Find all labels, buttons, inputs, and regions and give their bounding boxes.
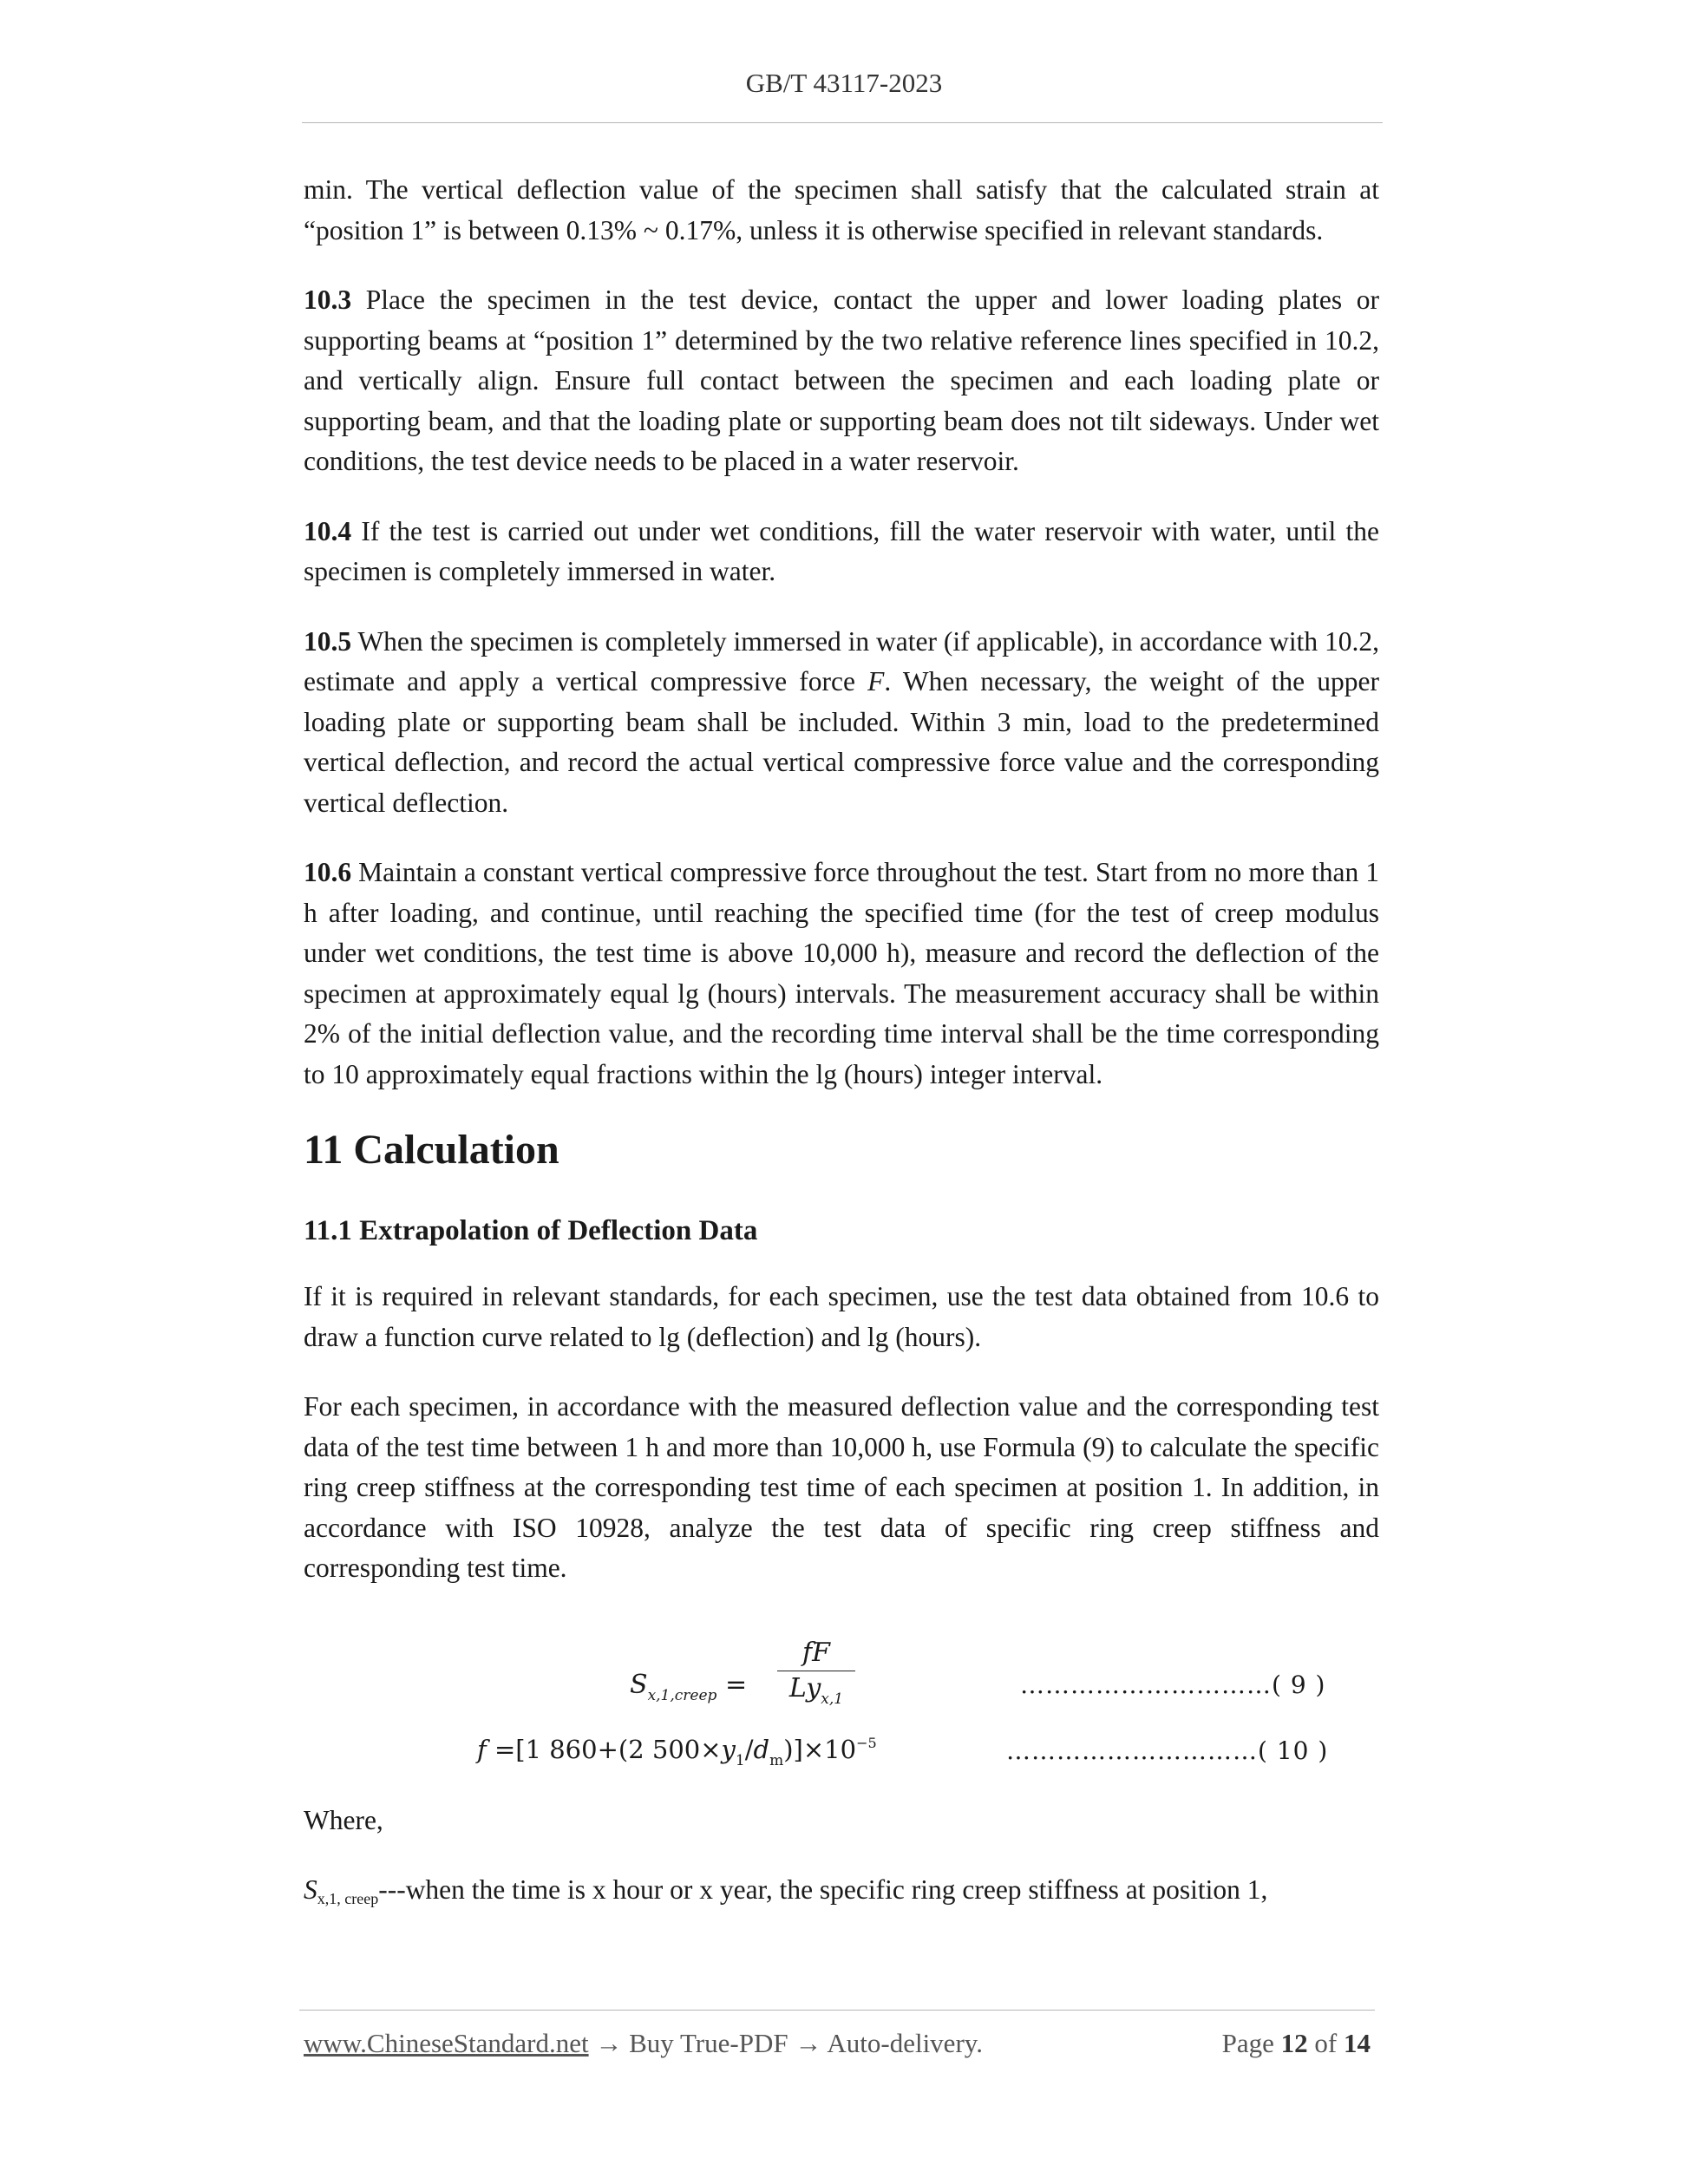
paragraph-text: If the test is carried out under wet conditions, fill the water reservoir with water, until the specimen is completely immersed in water. — [304, 515, 1379, 586]
equals-sign: = — [724, 1669, 748, 1700]
paragraph-text: . When necessary, the weight of the upper loading plate or supporting beam shall be included. Within 3 min, load to the predetermined vertical deflection, and record the actual vertical compressive force value and the corresponding vertical deflection. — [304, 666, 1379, 818]
fraction-numerator: fF — [777, 1636, 855, 1671]
d-symbol: d — [753, 1734, 770, 1764]
y-symbol: y — [721, 1734, 736, 1764]
formula-9-fraction — [777, 1636, 855, 1710]
body-paragraph-2 — [304, 1387, 1379, 1589]
formula-block — [304, 1618, 1379, 1783]
paragraph-text: If it is required in relevant standards, for each specimen, use the test data obtained from 10.6 to draw a function curve related to lg (deflection) and lg (hours). — [304, 1281, 1379, 1352]
section-title: 11 Calculation — [304, 1127, 559, 1173]
f-symbol: f — [477, 1734, 487, 1764]
paragraph-10-5 — [304, 622, 1379, 824]
leader-dots: ………………………… — [1006, 1736, 1258, 1765]
clause-number: 10.3 — [304, 284, 352, 315]
page-indicator — [1222, 2028, 1371, 2059]
definition-line — [304, 1870, 1379, 1914]
page-total: 14 — [1344, 2028, 1371, 2058]
leader-dots: ………………………… — [1020, 1670, 1272, 1699]
paragraph-continued — [304, 170, 1379, 251]
formula-10-label: ( 10 ) — [1258, 1736, 1329, 1765]
footer — [304, 2028, 1379, 2068]
paragraph-text: min. The vertical deflection value of the specimen shall satisfy that the calculated strain at “position 1” is between 0.13% ~ 0.17%, unless it is otherwise specified in relevant standards. — [304, 174, 1379, 245]
of-label: of — [1307, 2028, 1344, 2058]
paragraph-text: When the specimen is completely immersed in water (if applicable), in accordance with 10.2, estimate and apply a vertical compressive force — [304, 625, 1379, 696]
definition-text: ---when the time is x hour or x year, the specific ring creep stiffness at position 1, — [378, 1874, 1268, 1905]
clause-number: 10.4 — [304, 515, 352, 546]
paragraph-10-6 — [304, 853, 1379, 1095]
header-divider — [302, 122, 1383, 123]
formula-9-leader — [1020, 1665, 1325, 1706]
paragraph-10-4 — [304, 512, 1379, 592]
fraction-denominator — [777, 1671, 855, 1710]
formula-9-lhs — [630, 1665, 747, 1710]
page-label: Page — [1221, 2028, 1281, 2058]
exponent: −5 — [856, 1734, 877, 1751]
definition-subscript: x,1, creep — [317, 1890, 379, 1907]
formula-10 — [477, 1730, 877, 1775]
body-paragraph-1 — [304, 1277, 1379, 1357]
y-subscript: 1 — [735, 1751, 745, 1769]
slash: / — [744, 1734, 754, 1764]
stiffness-symbol: S — [630, 1669, 648, 1700]
formula-10-leader — [1006, 1731, 1328, 1772]
denominator-subscript: x,1 — [821, 1690, 844, 1708]
paragraph-text: Maintain a constant vertical compressive force throughout the test. Start from no more than 1 h after loading, and continue, until reaching the specified time (for the test of creep modulus under wet conditions, the test time is above 10,000 h), measure and record the deflection of the specimen at approximately equal lg (hours) intervals. The measurement accuracy shall be within 2% of the initial deflection value, and the recording time interval shall be the time corresponding to 10 approximately equal fractions within the lg (hours) integer interval. — [304, 857, 1379, 1089]
formula-10-part2: )]×10 — [783, 1734, 857, 1764]
paragraph-10-3 — [304, 280, 1379, 482]
clause-number: 10.5 — [304, 625, 352, 657]
where-label: Where, — [304, 1804, 383, 1835]
header-title: GB/T 43117-2023 — [745, 68, 943, 98]
clause-number: 10.6 — [304, 857, 352, 887]
page-number: 12 — [1280, 2028, 1308, 2058]
paragraph-text: Place the specimen in the test device, contact the upper and lower loading plates or supporting beams at “position 1” determined by the two relative reference lines specified in 10.2, and vertically align. Ensure full contact between the specimen and each loading plate or supporting beam, and that the loading plate or supporting beam does not tilt sideways. Under wet conditions, the test device needs to be placed in a water reservoir. — [304, 284, 1379, 476]
website-link[interactable]: www.ChineseStandard.net — [304, 2028, 589, 2058]
paragraph-text: For each specimen, in accordance with the measured deflection value and the corresponding test data of the test time between 1 h and more than 10,000 h, use Formula (9) to calculate the specific ring creep stiffness at the corresponding test time of each specimen at position 1. In addition, in accordance with ISO 10928, analyze the test data of specific ring creep stiffness and corresponding test time. — [304, 1391, 1379, 1583]
formula-9-label: ( 9 ) — [1272, 1670, 1326, 1699]
definition-symbol: S — [304, 1874, 317, 1905]
footer-tagline: → Buy True-PDF → Auto-delivery. — [588, 2028, 983, 2058]
stiffness-subscript: x,1,creep — [647, 1686, 717, 1704]
footer-divider — [299, 2010, 1375, 2011]
d-subscript: m — [769, 1751, 784, 1769]
force-variable: F — [867, 666, 885, 696]
denominator-symbol: Ly — [788, 1672, 821, 1703]
formula-10-part1: =[1 860+(2 500× — [486, 1734, 722, 1764]
page-content — [304, 170, 1379, 1944]
subsection-title: 11.1 Extrapolation of Deflection Data — [304, 1215, 758, 1246]
